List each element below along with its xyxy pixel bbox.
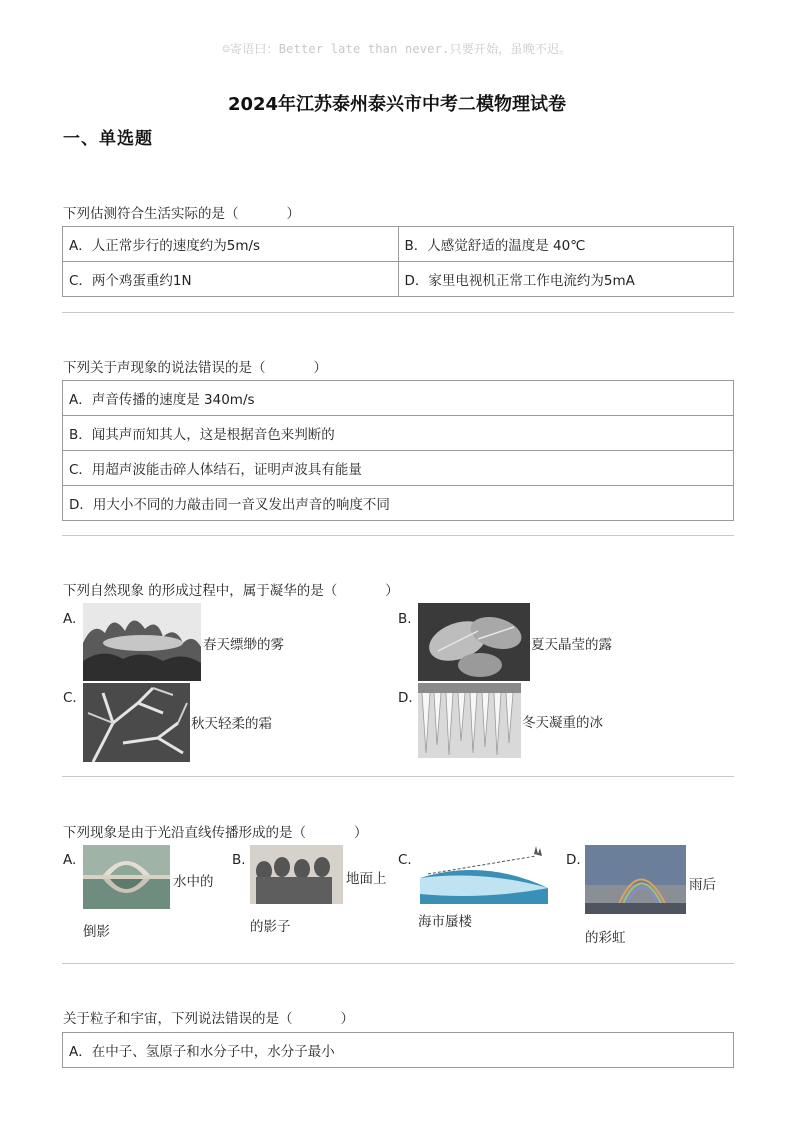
option-d[interactable]: D．用大小不同的力敲击同一音叉发出声音的响度不同 <box>63 486 734 521</box>
option-b-caption-line1: 地面上 <box>346 871 387 887</box>
option-a-caption-line1: 水中的 <box>173 874 214 890</box>
option-a[interactable]: A．声音传播的速度是 340m/s <box>63 381 734 416</box>
page-title: 2024年江苏泰州泰兴市中考二模物理试卷 <box>227 94 567 115</box>
option-a[interactable]: A．在中子、氢原子和水分子中，水分子最小 <box>63 1033 734 1068</box>
option-d-letter: D. <box>398 690 413 706</box>
option-c-letter: C. <box>63 690 77 706</box>
option-b-letter: B. <box>232 852 246 868</box>
option-d-caption-line1: 雨后 <box>689 877 716 893</box>
divider <box>62 776 734 777</box>
bridge-reflection-image <box>83 845 170 909</box>
section-heading: 一、单选题 <box>63 129 153 149</box>
option-b[interactable]: B．闻其声而知其人，这是根据音色来判断的 <box>63 416 734 451</box>
option-c-letter: C. <box>398 852 412 868</box>
question-5-options <box>62 1032 734 1068</box>
option-a[interactable]: A．人正常步行的速度约为5m/s <box>63 227 399 262</box>
question-3-stem: 下列自然现象 的形成过程中，属于凝华的是（ ） <box>63 583 399 599</box>
dew-leaf-image <box>418 603 530 681</box>
divider <box>62 535 734 536</box>
question-2-stem: 下列关于声现象的说法错误的是（ ） <box>63 360 327 376</box>
shadows-image <box>250 845 343 904</box>
divider <box>62 963 734 964</box>
option-b-letter: B. <box>398 611 412 627</box>
rainbow-image <box>585 845 686 914</box>
question-2-options <box>62 380 734 521</box>
frost-branch-image <box>83 683 190 762</box>
question-5-stem: 关于粒子和宇宙，下列说法错误的是（ ） <box>63 1011 354 1027</box>
option-a-caption-line2: 倒影 <box>83 924 110 940</box>
option-d-caption: 冬天凝重的冰 <box>522 715 603 731</box>
question-1-options <box>62 226 734 297</box>
motto: ☺寄语曰：Better late than never.只要开始，虽晚不迟。 <box>222 42 572 56</box>
option-a-letter: A. <box>63 611 77 627</box>
option-d-letter: D. <box>566 852 581 868</box>
option-c[interactable]: C．两个鸡蛋重约1N <box>63 262 399 297</box>
option-a-caption: 春天缥缈的雾 <box>203 637 284 653</box>
question-4-stem: 下列现象是由于光沿直线传播形成的是（ ） <box>63 825 368 841</box>
option-b[interactable]: B．人感觉舒适的温度是 40℃ <box>398 227 734 262</box>
option-c[interactable]: C．用超声波能击碎人体结石，证明声波具有能量 <box>63 451 734 486</box>
option-c-caption: 海市蜃楼 <box>418 914 472 930</box>
divider <box>62 312 734 313</box>
option-b-caption: 夏天晶莹的露 <box>531 637 612 653</box>
mirage-diagram-image <box>418 844 553 904</box>
option-a-letter: A. <box>63 852 77 868</box>
fog-mountain-image <box>83 603 201 681</box>
option-d-caption-line2: 的彩虹 <box>585 930 626 946</box>
option-b-caption-line2: 的影子 <box>250 919 291 935</box>
icicle-image <box>418 683 521 758</box>
option-c-caption: 秋天轻柔的霜 <box>191 716 272 732</box>
question-1-stem: 下列估测符合生活实际的是（ ） <box>63 206 300 222</box>
option-d[interactable]: D．家里电视机正常工作电流约为5mA <box>398 262 734 297</box>
